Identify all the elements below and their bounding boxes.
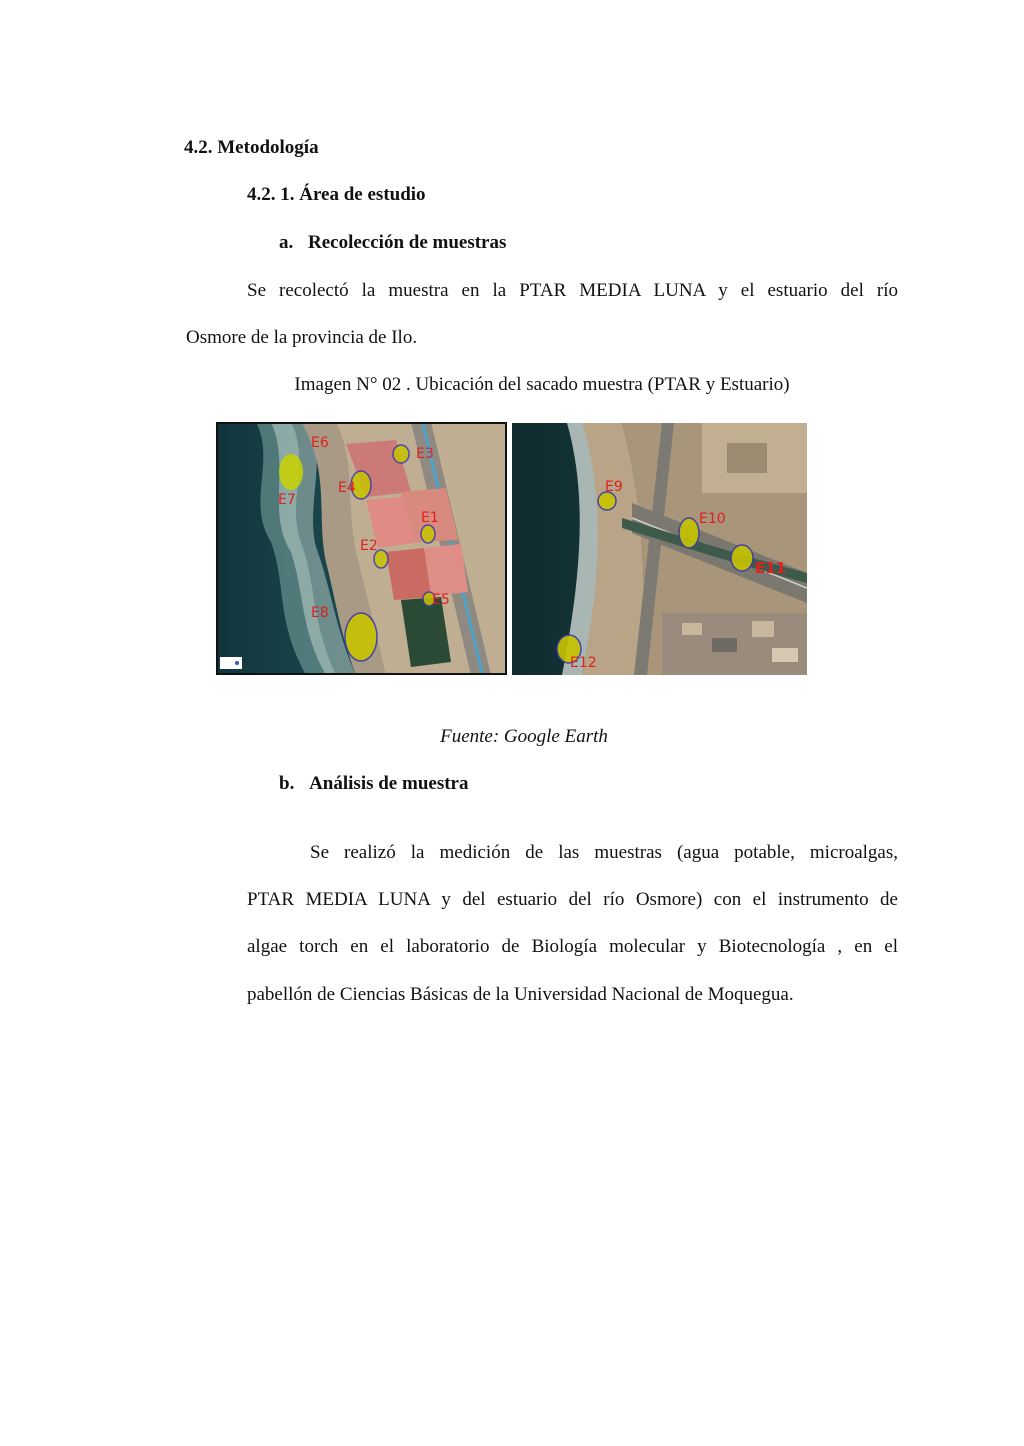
item-b-heading: [279, 773, 468, 795]
paragraph2-line4: pabellón de Ciencias Básicas de la Universidad Nacional de Moquegua.: [247, 984, 794, 1005]
map-label-e9: E9: [605, 479, 623, 495]
satellite-map-ptar: [216, 422, 507, 675]
map-label-e1: E1: [421, 510, 439, 526]
item-a-heading: [279, 232, 506, 254]
item-b-title: Análisis de muestra: [309, 773, 469, 794]
paragraph2-line3: algae torch en el laboratorio de Biología molecular y Biotecnología , en el: [247, 936, 898, 957]
map-label-e12: E12: [570, 655, 597, 671]
subsection-heading: 4.2. 1. Área de estudio: [247, 184, 426, 205]
item-b-marker: b.: [279, 773, 295, 794]
paragraph2-line1: Se realizó la medición de las muestras (agua potable, microalgas,: [310, 842, 898, 863]
item-a-title: Recolección de muestras: [308, 232, 507, 253]
map-label-e5: E5: [432, 592, 450, 608]
map-label-e8: E8: [311, 605, 329, 621]
map-label-e2: E2: [360, 538, 378, 554]
section-heading: 4.2. Metodología: [184, 137, 319, 158]
map-label-e10: E10: [699, 511, 726, 527]
map-label-e7: E7: [278, 492, 296, 508]
item-a-marker: a.: [279, 232, 294, 253]
figure-caption: Imagen N° 02 . Ubicación del sacado muestra (PTAR y Estuario): [294, 374, 790, 395]
map-label-e4: E4: [338, 480, 356, 496]
satellite-map-estuario: [512, 423, 807, 675]
map-label-e6: E6: [311, 435, 329, 451]
figure-source: Fuente: Google Earth: [440, 726, 608, 747]
paragraph2-line2: PTAR MEDIA LUNA y del estuario del río Osmore) con el instrumento de: [247, 889, 898, 910]
paragraph1-line1: Se recolectó la muestra en la PTAR MEDIA LUNA y el estuario del río: [247, 280, 898, 301]
paragraph1-line2: Osmore de la provincia de Ilo.: [186, 327, 418, 348]
map-label-e3: E3: [416, 446, 434, 462]
map-label-e11: E11: [755, 559, 787, 577]
